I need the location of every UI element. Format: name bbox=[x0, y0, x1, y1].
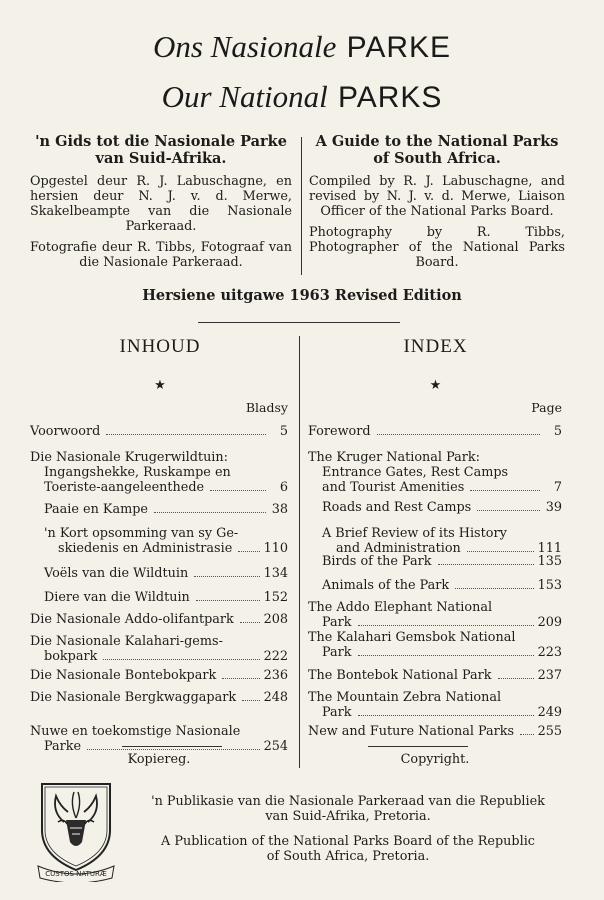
toc-page-number: 39 bbox=[545, 500, 562, 515]
index-star-icon: ★ bbox=[429, 378, 442, 393]
edition-line: Hersiene uitgawe 1963 Revised Edition bbox=[142, 287, 462, 304]
toc-page-number: 6 bbox=[279, 480, 288, 495]
leader-dots bbox=[467, 550, 534, 552]
leader-dots bbox=[210, 489, 266, 491]
toc-entry bbox=[308, 690, 562, 720]
leader-dots bbox=[242, 699, 259, 701]
leader-dots bbox=[222, 677, 259, 679]
toc-page-number: 38 bbox=[271, 502, 288, 517]
toc-entry-label: bokpark bbox=[44, 649, 98, 664]
toc-entry-label: Voorwoord bbox=[30, 424, 101, 439]
kudu-shield-icon bbox=[34, 778, 118, 882]
leader-dots bbox=[196, 599, 260, 601]
emblem-motto: CUSTOS NATURÆ bbox=[45, 870, 107, 878]
leader-dots bbox=[87, 748, 259, 750]
english-subtitle: A Guide to the National Parks of South Africa. bbox=[315, 133, 559, 167]
toc-entry-title: 'n Kort opsomming van sy Ge- bbox=[44, 526, 239, 541]
inhoud-copyright: Kopiereg. bbox=[127, 752, 191, 767]
toc-page-number: 236 bbox=[263, 668, 288, 683]
toc-entry-label: Die Nasionale Addo-olifantpark bbox=[30, 612, 234, 627]
leader-dots bbox=[238, 550, 259, 552]
toc-entry-title: Ingangshekke, Ruskampe en bbox=[44, 465, 231, 480]
toc-entry bbox=[30, 502, 288, 517]
leader-dots bbox=[358, 654, 534, 656]
leader-dots bbox=[477, 509, 540, 511]
toc-entry bbox=[30, 690, 288, 705]
leader-dots bbox=[358, 714, 534, 716]
afrikaans-photo: Fotografie deur R. Tibbs, Fotograaf van die Nasionale Parkeraad. bbox=[30, 240, 292, 270]
toc-page-number: 5 bbox=[553, 424, 562, 439]
toc-entry bbox=[30, 612, 288, 627]
toc-entry bbox=[30, 668, 288, 683]
toc-page-number: 153 bbox=[537, 578, 562, 593]
toc-page-number: 5 bbox=[279, 424, 288, 439]
toc-entry bbox=[308, 526, 562, 556]
inhoud-heading: INHOUD bbox=[119, 336, 201, 357]
toc-page-number: 110 bbox=[263, 541, 288, 556]
toc-entry bbox=[30, 724, 288, 754]
contents-divider bbox=[299, 336, 300, 768]
leader-dots bbox=[103, 658, 259, 660]
toc-entry bbox=[30, 424, 288, 439]
leader-dots bbox=[240, 621, 260, 623]
toc-entry bbox=[308, 600, 562, 630]
inhoud-star-icon: ★ bbox=[154, 378, 166, 393]
toc-page-number: 111 bbox=[537, 541, 562, 556]
toc-entry-label: Animals of the Park bbox=[322, 578, 450, 593]
toc-entry-label: Die Nasionale Bontebokpark bbox=[30, 668, 217, 683]
afrikaans-compiled: Opgestel deur R. J. Labuschagne, en hersien deur N. J. v. d. Merwe, Skakelbeampte van die Nasionale Parkeraad. bbox=[30, 174, 292, 234]
toc-page-number: 248 bbox=[263, 690, 288, 705]
leader-dots bbox=[498, 677, 534, 679]
edition-rule bbox=[198, 322, 400, 323]
leader-dots bbox=[470, 489, 540, 491]
toc-entry-title: Die Nasionale Krugerwildtuin: bbox=[30, 450, 228, 465]
toc-page-number: 237 bbox=[537, 668, 562, 683]
toc-entry-title: The Mountain Zebra National bbox=[308, 690, 502, 705]
toc-page-number: 209 bbox=[537, 615, 562, 630]
afrikaans-credits bbox=[30, 133, 292, 270]
english-compiled: Compiled by R. J. Labuschagne, and revised by N. J. v. d. Merwe, Liaison Officer of the National Parks Board. bbox=[309, 174, 565, 219]
index-copyright: Copyright. bbox=[400, 752, 470, 767]
leader-dots bbox=[520, 733, 533, 735]
leader-dots bbox=[154, 511, 266, 513]
toc-entry-label: The Bontebok National Park bbox=[308, 668, 492, 683]
toc-entry-title: Die Nasionale Kalahari-gems- bbox=[30, 634, 223, 649]
toc-page-number: 223 bbox=[537, 645, 562, 660]
inhoud-foot-rule bbox=[122, 746, 222, 747]
publication-english: A Publication of the National Parks Board of the Republic of South Africa, Pretoria. bbox=[161, 834, 535, 864]
credits-divider bbox=[301, 137, 302, 275]
toc-entry-title: A Brief Review of its History bbox=[322, 526, 507, 541]
toc-entry bbox=[308, 668, 562, 683]
toc-page-number: 152 bbox=[263, 590, 288, 605]
toc-entry-title: Nuwe en toekomstige Nasionale bbox=[30, 724, 241, 739]
toc-page-number: 7 bbox=[553, 480, 562, 495]
toc-entry-title: The Addo Elephant National bbox=[308, 600, 493, 615]
toc-page-number: 135 bbox=[537, 554, 562, 569]
title-line-2 bbox=[0, 78, 604, 116]
toc-entry-title: The Kruger National Park: bbox=[308, 450, 480, 465]
toc-entry-title: The Kalahari Gemsbok National bbox=[308, 630, 516, 645]
inhoud-list bbox=[30, 424, 288, 754]
index-list bbox=[308, 424, 562, 744]
title-line-1 bbox=[0, 28, 604, 66]
toc-entry-label: Park bbox=[322, 705, 352, 720]
afrikaans-subtitle: 'n Gids tot die Nasionale Parke van Suid-Afrika. bbox=[35, 133, 287, 167]
toc-entry-label: skiedenis en Administrasie bbox=[58, 541, 233, 556]
toc-entry-label: and Tourist Amenities bbox=[322, 480, 465, 495]
english-photo: Photography by R. Tibbs, Photographer of the National Parks Board. bbox=[309, 225, 565, 270]
toc-entry-label: New and Future National Parks bbox=[308, 724, 515, 739]
toc-entry-label: Diere van die Wildtuin bbox=[44, 590, 190, 605]
index-foot-rule bbox=[368, 746, 468, 747]
national-parks-emblem bbox=[34, 778, 118, 882]
english-credits bbox=[309, 133, 565, 270]
toc-entry bbox=[308, 424, 562, 439]
toc-page-number: 134 bbox=[263, 566, 288, 581]
toc-entry bbox=[308, 578, 562, 593]
toc-page-number: 254 bbox=[263, 739, 288, 754]
leader-dots bbox=[358, 624, 534, 626]
toc-entry bbox=[30, 526, 288, 556]
toc-entry bbox=[308, 554, 562, 569]
toc-entry bbox=[308, 630, 562, 660]
toc-entry bbox=[308, 724, 562, 739]
leader-dots bbox=[455, 587, 533, 589]
leader-dots bbox=[106, 433, 266, 435]
toc-page-number: 208 bbox=[263, 612, 288, 627]
toc-page-number: 255 bbox=[537, 724, 562, 739]
toc-entry bbox=[30, 634, 288, 664]
toc-entry-title: Entrance Gates, Rest Camps bbox=[322, 465, 509, 480]
toc-entry bbox=[30, 590, 288, 605]
toc-entry-label: Park bbox=[322, 615, 352, 630]
toc-entry-label: Foreword bbox=[308, 424, 371, 439]
toc-entry-label: Birds of the Park bbox=[322, 554, 432, 569]
inhoud-page-column-label: Bladsy bbox=[245, 400, 288, 415]
toc-entry-label: Toeriste-aangeleenthede bbox=[44, 480, 205, 495]
toc-entry bbox=[30, 450, 288, 495]
leader-dots bbox=[438, 563, 534, 565]
title-afrikaans-caps: PARKE bbox=[346, 31, 452, 64]
publication-afrikaans: 'n Publikasie van die Nasionale Parkeraad van die Republiek van Suid-Afrika, Pretoria. bbox=[151, 794, 545, 824]
toc-entry-label: and Administration bbox=[336, 541, 461, 556]
toc-page-number: 249 bbox=[537, 705, 562, 720]
title-afrikaans: Ons Nasionale bbox=[152, 29, 337, 64]
toc-entry-label: Roads and Rest Camps bbox=[322, 500, 472, 515]
title-english-caps: PARKS bbox=[337, 81, 443, 114]
toc-entry bbox=[30, 566, 288, 581]
toc-entry bbox=[308, 450, 562, 495]
toc-entry-label: Die Nasionale Bergkwaggapark bbox=[30, 690, 237, 705]
toc-entry bbox=[308, 500, 562, 515]
index-page-column-label: Page bbox=[531, 400, 562, 415]
leader-dots bbox=[194, 575, 259, 577]
leader-dots bbox=[377, 433, 540, 435]
toc-entry-label: Park bbox=[322, 645, 352, 660]
toc-entry-label: Parke bbox=[44, 739, 82, 754]
title-english: Our National bbox=[161, 79, 328, 114]
toc-page-number: 222 bbox=[263, 649, 288, 664]
index-heading: INDEX bbox=[403, 336, 468, 357]
toc-entry-label: Voëls van die Wildtuin bbox=[44, 566, 189, 581]
toc-entry-label: Paaie en Kampe bbox=[44, 502, 148, 517]
